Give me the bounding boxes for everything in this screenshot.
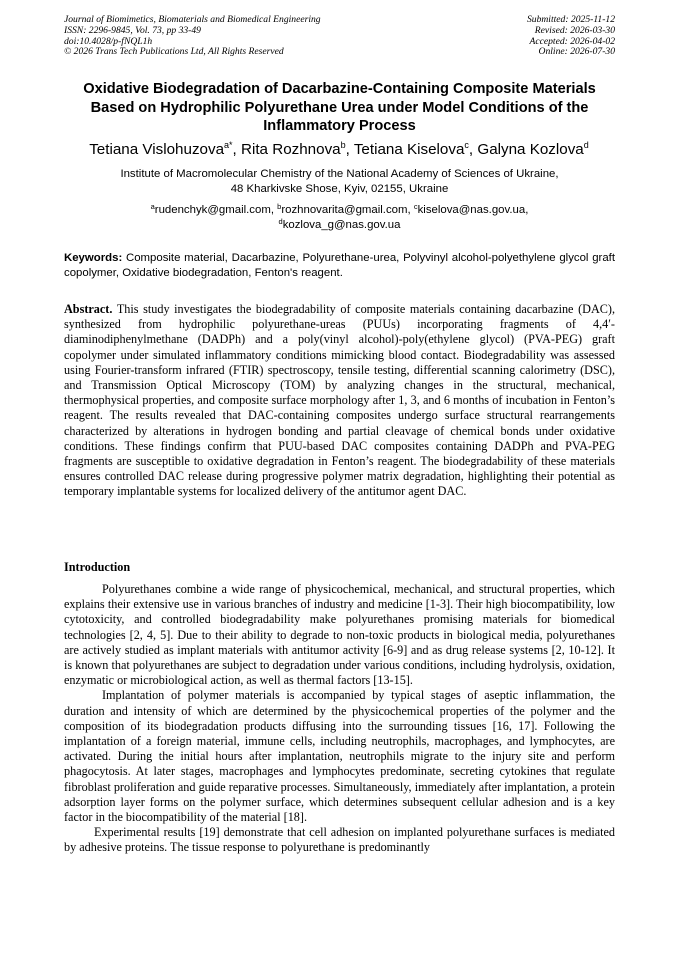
author-emails: $^a$rudenchyk@gmail.com, $^b$rozhnovarita@gmail.com, $^c$kiselova@nas.gov.ua, $^d$kozlova_g@nas.gov.ua <box>150 202 529 231</box>
author: Tetiana Kiselova$^c$, <box>353 140 478 158</box>
email-link[interactable]: $^b$rozhnovarita@gmail.com <box>277 202 408 216</box>
keywords <box>64 251 615 281</box>
email-link[interactable]: $^d$kozlova_g@nas.gov.ua <box>278 217 401 231</box>
copyright: © 2026 Trans Tech Publications Ltd, All Rights Reserved <box>64 46 284 58</box>
abstract-label: Abstract. <box>64 302 113 316</box>
author: Rita Rozhnova$^b$, <box>241 140 354 158</box>
affiliation-line: 48 Kharkivske Shose, Kyiv, 02155, Ukraine <box>230 183 449 195</box>
section-heading-introduction: Introduction <box>64 560 131 574</box>
author: Galyna Kozlova$^d$ <box>477 140 589 158</box>
abstract <box>64 302 615 500</box>
journal-name: Journal of Biomimetics, Biomaterials and Biomedical Engineering <box>64 14 321 25</box>
author: Tetiana Vislohuzova$^{a*}$, <box>89 140 241 158</box>
affiliation-line: Institute of Macromolecular Chemistry of the National Academy of Sciences of Ukraine, <box>120 168 559 180</box>
publication-dates <box>527 15 615 58</box>
paragraph: Polyurethanes combine a wide range of physicochemical, mechanical, and structural properties, which explains their extensive use in various branches of industry and medicine [1-3]. Their high biocompatibility, low cytotoxicity, and controlled biodegradability make polyurethanes promising materials for biomedical technologies [2, 4, 5]. Due to their ability to degrade to non-toxic products in biological media, polyurethanes are actively studied as implant materials with antitumor activity [6-9] and as drug release systems [2, 10-12]. It is known that polyurethanes are subject to degradation under various conditions, including hydrolysis, oxidation, enzymatic or microbiological action, as well as thermal factors [13-15]. <box>64 582 615 688</box>
paragraph: Implantation of polymer materials is accompanied by typical stages of aseptic inflammation, the duration and intensity of which are determined by the physicochemical properties of the polymer and the composition of its biodegradation products diffusing into the surrounding tissues [16, 17]. Following the implantation of a foreign material, immune cells, including neutrophils, macrophages, and lymphocytes, are activated. During the initial hours after implantation, neutrophils migrate to the injury site and perform phagocytosis. At later stages, macrophages and lymphocytes predominate, secreting cytokines that regulate fibroblast proliferation and guide reparative processes. Simultaneously, immediately after implantation, a protein adsorption layer forms on the polymer surface, which determines subsequent cellular adhesion and is a key factor in the biocompatibility of the material [18]. <box>64 688 615 825</box>
email-link[interactable]: $^a$rudenchyk@gmail.com <box>150 202 271 216</box>
keywords-text: Composite material, Dacarbazine, Polyurethane-urea, Polyvinyl alcohol-polyethylene glycol graft copolymer, Oxidative biodegradation, Fenton's reagent. <box>64 252 615 279</box>
accepted-date: Accepted: 2026-04-02 <box>529 35 615 47</box>
introduction-body <box>64 582 615 856</box>
abstract-text: This study investigates the biodegradability of composite materials containing dacarbazine (DAC), synthesized from hydrophilic polyurethane-ureas (PUUs) incorporating fragments of 4,4′-diaminodiphenylmethane (DADPh) and a poly(vinyl alcohol)-poly(ethylene glycol) (PVA-PEG) graft copolymer under simulated inflammatory conditions mimicking blood contact. Biodegradability was assessed using Fourier-transform infrared (FTIR) spectroscopy, tensile testing, differential scanning calorimetry (DSC), and Transmission Optical Microscopy (TOM) by analyzing changes in the structural, mechanical, thermophysical properties, and composite surface morphology after 1, 3, and 6 months of incubation in Fenton’s reagent. The results revealed that DAC-containing composites undergo surface structural rearrangements characterized by alterations in hydrogen bonding and partial cleavage of chemical bonds under oxidative conditions. These findings confirm that PUU-based DAC composites containing DADPh and PVA-PEG fragments are susceptible to oxidative degradation in Fenton’s reagent. The biodegradability of these materials ensures controlled DAC release during progressive polymer matrix degradation, highlighting their potential as temporary implantable systems for localized delivery of the antitumor agent DAC. <box>64 302 615 499</box>
journal-issn: ISSN: 2296-9845, Vol. 73, pp 33-49 <box>64 24 201 36</box>
online-date: Online: 2026-07-30 <box>538 46 615 58</box>
paper-title: Oxidative Biodegradation of Dacarbazine-Containing Composite Materials Based on Hydrophilic Polyurethane Urea under Model Conditions of the Inflammatory Process <box>83 81 596 134</box>
author-list <box>40 140 638 160</box>
keywords-label: Keywords: <box>64 252 123 264</box>
paragraph: Experimental results [19] demonstrate that cell adhesion on implanted polyurethane surfaces is mediated by adhesive proteins. The tissue response to polyurethane is predominantly <box>64 825 615 855</box>
journal-info <box>64 15 321 58</box>
revised-date: Revised: 2026-03-30 <box>534 24 615 36</box>
affiliation <box>64 167 615 197</box>
email-link[interactable]: $^c$kiselova@nas.gov.ua <box>413 202 526 216</box>
submitted-date: Submitted: 2025-11-12 <box>526 14 615 25</box>
doi: doi:10.4028/p-fNQL1h <box>64 35 153 47</box>
